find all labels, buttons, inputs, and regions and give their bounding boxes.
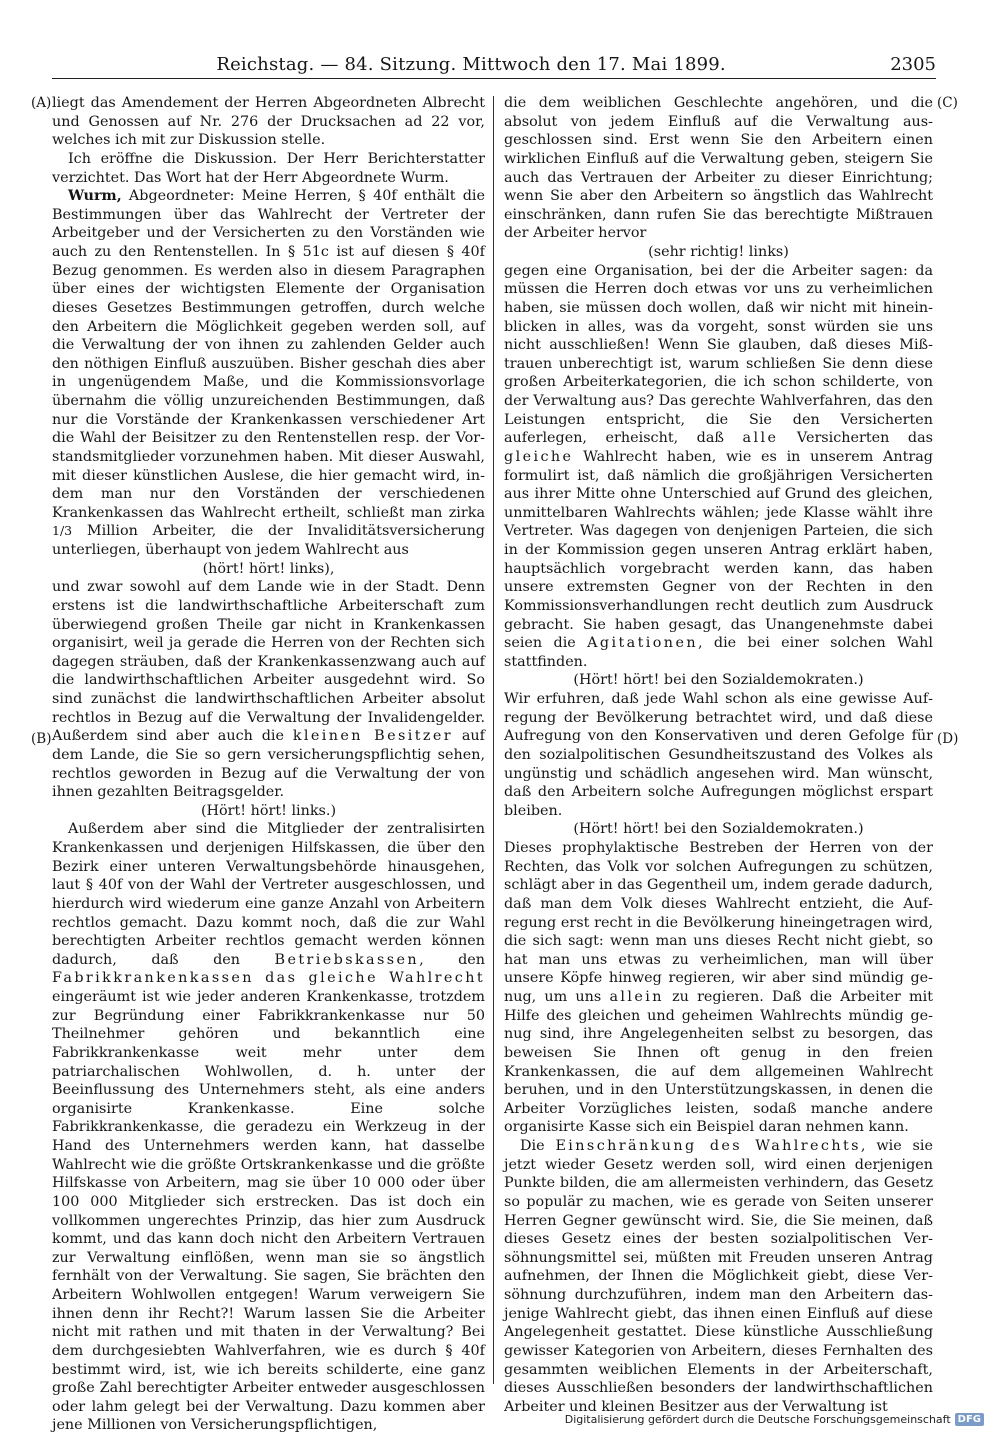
speech-text: Abgeordneter: Meine Herren, § 40f enthält die Bestimmungen über das Wahlrecht der Vertreter der Arbeitgeber und der Versicherten zu den Vorständen wie auch zu den Rentenstellen. In § 51c ist auf diesen § 40f Bezug genommen. Es werden also in diesem Paragraphen über eines der wichtigsten Elemente der Organisation dieses Gesetzes Bestimmungen getroffen, durch welche den Arbeitern die Möglichkeit gegeben werden soll, auf die Verwaltung der von ihnen zu zahlenden Gelder auch den nöthigen Einfluß auszuüben. Bisher geschah dies aber in ungenügendem Maße, und die Kommissionsvorlage übernahm die völlig unzureichenden Bestimmungen, daß nur die Vorstände der Krankenkassen verschiedener Art die Wahl der Beisitzer zu den Rentenstellen resp. der Vorstandsmitglieder vorzunehmen haben. Mit dieser Auswahl, mit dieser künstlichen Auslese, die hier gemacht wird, indem man nur den Vorständen der verschiedenen Krankenkassen das Wahlrecht ertheilt, schließt man zirka bbox=[52, 188, 485, 521]
page-header bbox=[52, 54, 936, 79]
spaced-emphasis: alle bbox=[742, 430, 779, 447]
right-paragraph-3: Wir erfuhren, daß jede Wahl schon als eine gewisse Aufregung der Bevölkerung betrachtet wird, und daß diese Aufregung von den Konservativen und deren Gefolge für den sozialpolitischen Gesundheitszustand des Volkes als ungünstig und schädlich angesehen wird. Man wünscht, daß den Arbeitern solche Aufregungen möglichst erspart bleiben. bbox=[504, 691, 933, 819]
margin-marker-a: (A) bbox=[31, 95, 52, 111]
right-paragraph-1: die dem weiblichen Geschlechte angehören, und die absolut von jedem Einfluß auf die Verwaltung ausgeschlossen sind. Erst wenn Sie den Arbeitern einen wirklichen Einfluß auf die Verwaltung geben, steigern Sie auch das Vertrauen der Arbeiter zu dieser Einrichtung; wenn Sie aber den Arbeitern so ängstlich das Wahlrecht einschränken, dann rufen Sie das berechtigte Mißtrauen der Arbeiter hervor bbox=[504, 95, 933, 242]
speaker-name: Wurm, bbox=[68, 188, 122, 205]
spaced-emphasis: Einschränkung des Wahlrechts bbox=[555, 1138, 861, 1154]
right-paragraph-2: gegen eine Organisation, bei der die Arbeiter sagen: da müssen die Herren doch etwas vor uns zu verheimlichen haben, sie müssen doch wollen, daß wir nicht mit hineinblicken in alles, was da vorgeht, sonst würden sie uns nicht ausschließen! Wenn Sie glauben, daß dieses Mißtrauen unberechtigt ist, warum schließen Sie denn diese großen Arbeiterkategorien, die ich schon schilderte, von der Verwaltung aus? Das gerechte Wahlverfahren, das den Leistungen entspricht, die Sie den Versicherten auferlegen, erheischt, daß alle Versicherten das gleiche Wahlrecht haben, wie es in unserem Antrag formulirt ist, daß nämlich die großjährigen Versicherten aus ihrer Mitte ohne Unterschied auf Grund des gleichen, unmittelbaren Wahlrechts wählen; jede Klasse wählt ihre Vertreter. Was dagegen von denjenigen Parteien, die sich in der Kommission gegen unseren Antrag erklärt haben, hauptsächlich vorgebracht werden kann, das haben unsere extremsten Gegner von der Rechten in den Kommissionsverhandlungen recht deutlich zum Ausdruck gebracht. Sie haben gesagt, das Unangenehmste dabei seien die Agitationen, die bei einer solchen Wahl stattfinden. bbox=[504, 262, 933, 670]
spaced-emphasis: Agitationen bbox=[587, 635, 698, 652]
left-paragraph-5: Außerdem aber sind die Mitglieder der zentralisirten Krankenkassen und derjenigen Hilfskassen, die über den Bezirk einer unteren Verwaltungsbehörde hinausgehen, laut § 40f von der Wahl der Vertreter ausgeschlossen, und hierdurch wird wiederum eine ganze Anzahl von Arbeitern rechtlos gemacht. Dazu kommt noch, daß die zur Wahl berechtigten Arbeiter rechtlos gemacht werden können dadurch, daß den Betriebskassen, den Fabrikkrankenkassen das gleiche Wahlrecht eingeräumt ist wie jeder anderen Krankenkasse, trotzdem zur Begründung einer Fabrikkrankenkasse nur 50 Theilnehmer gehören und bekanntlich eine Fabrikkrankenkasse weit mehr unter dem patriarchalischen Wohlwollen, d. h. unter der Beeinflussung des Unternehmers steht, als eine anders organisirte Krankenkasse. Eine solche Fabrikkrankenkasse, die geradezu ein Werkzeug in der Hand des Unternehmers werden kann, hat dasselbe Wahlrecht wie die größte Ortskrankenkasse und die größte Hilfskasse von Arbeitern, mag sie über 10 000 oder über 100 000 Mitglieder sich erstrecken. Das ist doch ein vollkommen ungerechtes Prinzip, das hier zum Ausdruck kommt, und das kann doch nicht den Arbeitern Vertrauen zur Verwaltung einflößen, wenn man sie so ängstlich fernhält von der Verwaltung. Sie sagen, Sie brächten den Arbeitern Wohlwollen entgegen! Warum verweigern Sie ihnen denn ihr Recht?! Warum lassen Sie die Arbeiter nicht mit rathen und mit thaten in der Verwaltung? Bei dem durchgesiebten Wahlverfahren, wie es durch § 40f bestimmt wird, ist, wie ich bereits schilderte, eine ganz große Zahl berechtigter Arbeiter entweder ausgeschlossen oder lahm gelegt bei der Verwaltung. Dazu kommen aber jene Millionen von Versicherungspflichtigen, bbox=[52, 821, 486, 1434]
spaced-emphasis: Betriebskassen bbox=[274, 951, 420, 968]
interjection: (Hört! hört! bei den Sozialdemokraten.) bbox=[573, 672, 864, 689]
right-paragraph-5: Die Einschränkung des Wahlrechts, wie sie jetzt wieder Gesetz werden soll, wird einen derjenigen Punkte bilden, die am allermeisten verhindern, das Gesetz so populär zu machen, wie es gerade von Seiten unserer Herren Gegner gewünscht wird. Sie, die Sie meinen, daß dieses Gesetz eines der besten sozialpolitischen Versöhnungsmittel sei, müßten mit Freuden unseren Antrag aufnehmen, der Ihnen die Möglichkeit giebt, diese Versöhnung durchzuführen, indem man den Arbeitern dasjenige Wahlrecht giebt, das ihnen einen Einfluß auf diese Angelegenheit gestattet. Diese künstliche Ausschließung gewisser Kategorien von Arbeitern, dieses Fernhalten des gesammten weiblichen Elements in der Arbeiterschaft, dieses Ausschließen besonders der landwirthschaftlichen Arbeiter und kleinen Besitzer aus der Verwaltung ist bbox=[504, 1138, 933, 1415]
margin-marker-b: (B) bbox=[31, 731, 52, 747]
left-column bbox=[52, 94, 486, 1434]
column-divider bbox=[493, 96, 494, 1384]
left-paragraph-2: Ich eröffne die Diskussion. Der Herr Berichterstatter verzichtet. Das Wort hat der Herr Abgeordnete Wurm. bbox=[52, 150, 485, 186]
right-column bbox=[504, 94, 933, 1415]
interjection: (sehr richtig! links) bbox=[648, 244, 789, 260]
footer-credit bbox=[565, 1413, 984, 1426]
spaced-emphasis: allein bbox=[609, 989, 664, 1005]
spaced-emphasis: Fabrikkrankenkassen das gleiche Wahlrecht bbox=[52, 970, 485, 987]
fraction: 1/3 bbox=[52, 523, 73, 539]
right-paragraph-4: Dieses prophylaktische Bestreben der Herren von der Rechten, das Volk vor solchen Aufregungen zu schützen, schlägt aber in das Gegentheil um, indem gerade dadurch, daß man dem Volk dieses Wahlrecht entzieht, die Aufregung erst recht in die Bevölkerung hineingetragen wird, die sich sagt: wenn man uns dieses Recht nicht giebt, so hat man uns etwas zu verheimlichen, man will über unsere Köpfe hinweg regieren, wir aber sind mündig genug, um uns allein zu regieren. Daß die Arbeiter mit Hilfe des gleichen und geheimen Wahlrechts mündig genug sind, ihre Angelegenheiten selbst zu besorgen, das beweisen Sie Ihnen oft genug in den freien Krankenkassen, die auf dem allgemeinen Wahlrecht beruhen, und in den Unterstützungskassen, in denen die Arbeiter Vorzügliches leisten, sodaß manche andere organisirte Kasse sich ein Beispiel daran nehmen kann. bbox=[504, 840, 933, 1136]
interjection: (Hört! hört! bei den Sozialdemokraten.) bbox=[573, 821, 864, 838]
left-paragraph-1: liegt das Amendement der Herren Abgeordneten Albrecht und Genossen auf Nr. 276 der Drucksachen ad 22 vor, welches ich mit zur Diskussion stelle. bbox=[52, 95, 485, 149]
speech-text: Million Arbeiter, die der Invaliditätsversicherung unterliegen, überhaupt von jedem Wahlrecht aus bbox=[52, 523, 485, 558]
header-title: Reichstag. — 84. Sitzung. Mittwoch den 17. Mai 1899. bbox=[216, 54, 726, 75]
footer-text: Digitalisierung gefördert durch die Deutsche Forschungsgemeinschaft bbox=[564, 1413, 951, 1426]
spaced-emphasis: gleiche bbox=[504, 448, 574, 465]
left-paragraph-4: und zwar sowohl auf dem Lande wie in der Stadt. Denn erstens ist die landwirthschaftliche Arbeiterschaft zum überwiegend großen Theile gar nicht in Krankenkassen organisirt, weil ja gerade die Herren von der Rechten sich dagegen sträuben, daß der Krankenkassenzwang auch auf die landwirthschaftlichen Arbeiter ausgedehnt wird. So sind zunächst die landwirthschaftlichen Arbeiter absolut rechtlos in Bezug auf die Verwaltung der Invalidengelder. Außerdem sind aber auch die kleinen Besitzer auf dem Lande, die Sie so gern versicherungspflichtig sehen, rechtlos geworden in Bezug auf die Verwaltung der von ihnen gezahlten Beitragsgelder. bbox=[52, 579, 485, 801]
margin-marker-c: (C) bbox=[937, 95, 958, 111]
left-paragraph-3 bbox=[52, 187, 485, 560]
interjection: (hört! hört! links), bbox=[202, 560, 335, 577]
page-number: 2305 bbox=[890, 54, 936, 75]
interjection: (Hört! hört! links.) bbox=[200, 802, 337, 819]
spaced-emphasis: kleinen Besitzer bbox=[292, 728, 454, 745]
margin-marker-d: (D) bbox=[937, 731, 959, 747]
dfg-logo: DFG bbox=[955, 1413, 984, 1426]
